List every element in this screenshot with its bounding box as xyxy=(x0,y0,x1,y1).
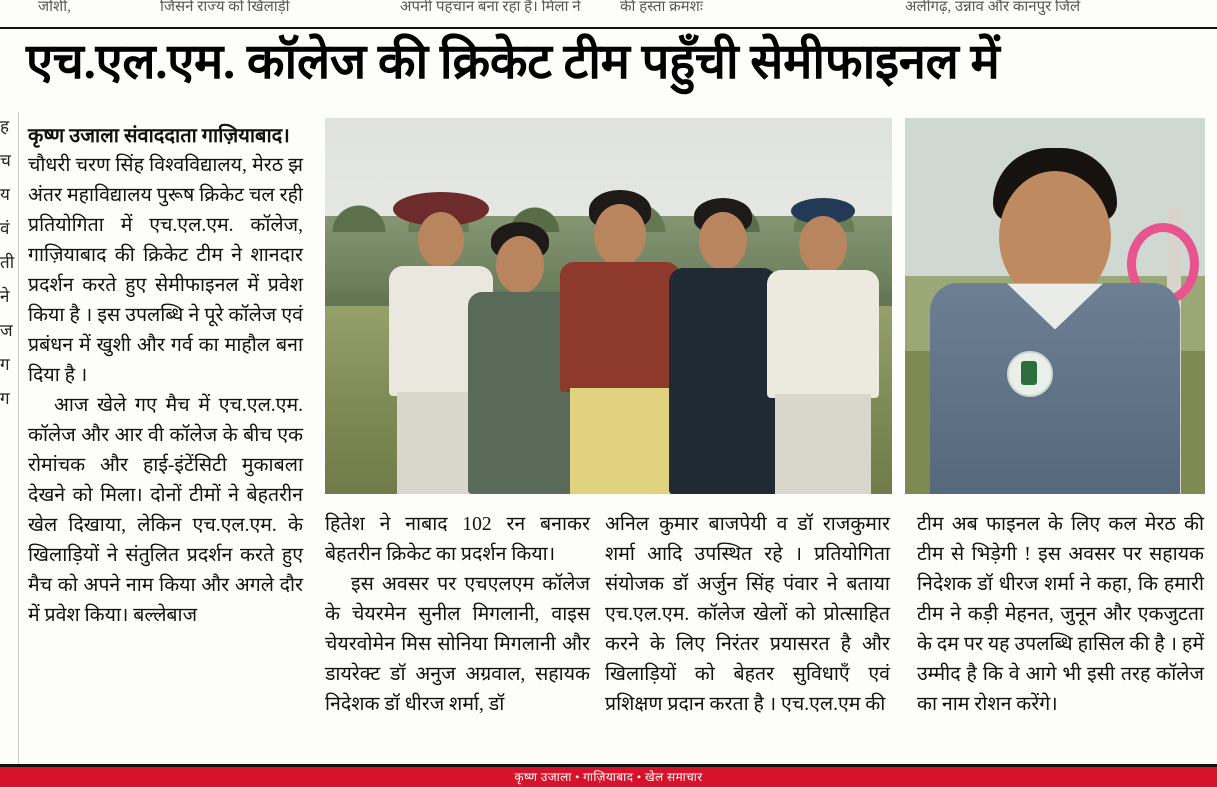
column1-first-paragraph xyxy=(28,122,303,391)
photo-person-torso xyxy=(767,270,879,398)
left-gutter-column xyxy=(0,110,16,775)
strip-segment-1: जोशी, xyxy=(38,0,71,15)
bottom-red-band xyxy=(0,767,1217,787)
photo-person-head xyxy=(594,204,646,266)
column-divider xyxy=(18,112,19,772)
strip-segment-4: की हस्ता क्रमशः xyxy=(620,0,703,15)
photo-person-5 xyxy=(763,194,883,494)
gutter-line: य xyxy=(0,185,10,204)
gutter-line: ज xyxy=(0,321,13,340)
strip-segment-5: अलीगढ़, उन्नाव और कानपुर जिले xyxy=(905,0,1081,15)
player-portrait-photo xyxy=(905,118,1205,494)
group-photo xyxy=(325,118,892,494)
gutter-line: ग xyxy=(0,355,10,374)
body-column-4 xyxy=(917,510,1204,720)
photo-person-head xyxy=(699,212,747,270)
photo-person-legs xyxy=(570,388,670,494)
strip-segment-2: जिसने राज्य को खिलाड़ी xyxy=(160,0,290,15)
gutter-line: ह xyxy=(0,117,10,136)
column3-paragraph-1: अनिल कुमार बाजपेयी व डॉ राजकुमार शर्मा आदि उपस्थित रहे । प्रतियोगिता संयोजक डॉ अर्जुन सिंह पंवार ने बताया एच.एल.एम. कॉलेज खेलों को प्रोत्साहित करने के लिए निरंतर प्रयासरत है और खिलाड़ियों को बेहतर सुविधाएँ एवं प्रशिक्षण प्रदान करता है । एच.एल.एम की xyxy=(605,514,890,715)
column1-paragraph-2: आज खेले गए मैच में एच.एल.एम. कॉलेज और आर वी कॉलेज के बीच एक रोमांचक और हाई-इंटेंसिटी मुकाबला देखने को मिला। दोनों टीमों ने बेहतरीन खेल दिखाया, लेकिन एच.एल.एम. के खिलाड़ियों ने संतुलित प्रदर्शन करते हुए मैच को अपने नाम किया और अगले दौर में प्रवेश किया। बल्लेबाज xyxy=(28,395,303,626)
photo-person-torso xyxy=(669,268,777,494)
gutter-line: वं xyxy=(0,219,10,238)
photo-person-torso xyxy=(560,262,680,392)
body-column-1 xyxy=(28,122,303,631)
body-column-3 xyxy=(605,510,890,720)
strip-segment-3: अपनी पहचान बना रहा है। मिला ने xyxy=(400,0,581,15)
college-logo-icon xyxy=(1007,351,1053,397)
gutter-line: च xyxy=(0,151,11,170)
photo-person-head xyxy=(496,236,544,294)
body-column-2 xyxy=(325,510,590,720)
column2-paragraph-1: हितेश ने नाबाद 102 रन बनाकर बेहतरीन क्रिकेट का प्रदर्शन किया। xyxy=(325,514,590,565)
column1-paragraph-1: चौधरी चरण सिंह विश्वविद्यालय, मेरठ झ अंतर महाविद्यालय पुरूष क्रिकेट चल रही प्रतियोगिता में एच.एल.एम. कॉलेज, गाज़ियाबाद की क्रिकेट टीम ने शानदार प्रदर्शन करते हुए सेमीफाइनल में प्रवेश किया है । इस उपलब्धि ने पूरे कॉलेज एवं प्रबंधन में खुशी और गर्व का माहौल बना दिया है । xyxy=(28,155,303,386)
photo-person-head xyxy=(418,212,464,268)
photo-person-legs xyxy=(775,394,871,494)
photo-person-head xyxy=(799,216,847,274)
byline: कृष्ण उजाला संवाददाता गाज़ियाबाद। xyxy=(28,125,290,147)
column2-paragraph-2: इस अवसर पर एचएलएम कॉलेज के चेयरमेन सुनील मिगलानी, वाइस चेयरवोमेन मिस सोनिया मिगलानी और डायरेक्ट डॉ अनुज अग्रवाल, सहायक निदेशक डॉ धीरज शर्मा, डॉ xyxy=(325,574,590,715)
bottom-band-text: कृष्ण उजाला • गाज़ियाबाद • खेल समाचार xyxy=(514,770,703,784)
previous-article-strip xyxy=(0,0,1217,26)
headline-top-rule xyxy=(0,27,1217,29)
article-headline: एच.एल.एम. कॉलेज की क्रिकेट टीम पहुँची सेमीफाइनल में xyxy=(26,34,1000,89)
column4-paragraph-1: टीम अब फाइनल के लिए कल मेरठ की टीम से भिड़ेगी ! इस अवसर पर सहायक निदेशक डॉ धीरज शर्मा ने कहा, कि हमारी टीम ने कड़ी मेहनत, जुनून और एकजुटता के दम पर यह उपलब्धि हासिल की है । हमें उम्मीद है कि वे आगे भी इसी तरह कॉलेज का नाम रोशन करेंगे। xyxy=(917,514,1204,715)
gutter-line: ती xyxy=(0,253,15,272)
gutter-line: ग xyxy=(0,389,10,408)
gutter-line: ने xyxy=(0,287,10,306)
